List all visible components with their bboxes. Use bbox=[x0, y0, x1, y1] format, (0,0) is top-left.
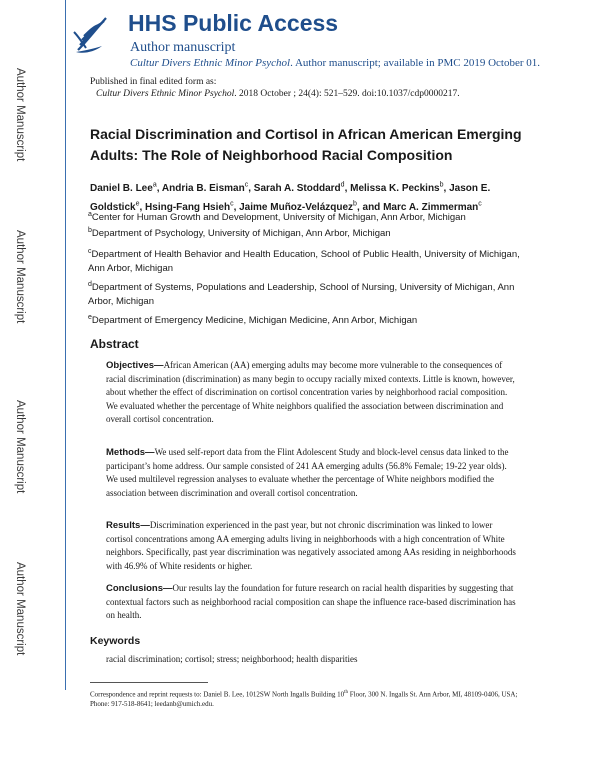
sidebar-rule bbox=[65, 0, 66, 690]
affiliation: $^a$Center for Human Growth and Development, University of Michigan, Ann Arbor, Michigan bbox=[88, 211, 466, 224]
sidebar-label: Author Manuscript bbox=[14, 68, 26, 162]
keywords-heading: Keywords bbox=[90, 635, 141, 647]
author-name: Melissa K. Peckins$^b$, bbox=[350, 182, 450, 195]
footnote-divider bbox=[90, 682, 208, 683]
abstract-objectives: Objectives—African American (AA) emerging adults may become more vulnerable to the consequences of racial discrimination (discrimination) as many begin to occupy racially mixed contexts. Little is known, however, about whether the effect of discrimination on cortisol concentration varies by neighborhood racial composition. We evaluated whether the percentage of White neighbors qualified the association between discrimination and overall cortisol concentration. bbox=[106, 360, 515, 424]
abstract-methods: Methods—We used self-report data from the Flint Adolescent Study and block-level census data linked to the participant’s home address. Our sample consisted of 241 AA emerging adults (56.8% Female; 19-22 year olds). We used multilevel regression analyses to evaluate whether the percentage of White neighbors modified the association between discrimination and overall cortisol concentration. bbox=[106, 447, 509, 498]
abstract-conclusions: Conclusions—Our results lay the foundation for future research on racial health disparities by suggesting that contextual factors such as neighborhood racial composition can shape the influence race-based discrimination has on health. bbox=[106, 583, 516, 620]
author-name: Hsing-Fang Hsieh$^c$, bbox=[145, 200, 240, 213]
abstract-results: Results—Discrimination experienced in the past year, but not chronic discrimination was linked to lower cortisol concentrations among AA emerging adults living in neighborhoods with a high concentration of White neighbors. Specifically, past year discrimination was negatively associated among AAs residing in neighborhoods with 46.9% of White residents or higher. bbox=[106, 520, 516, 571]
journal-availability: Cultur Divers Ethnic Minor Psychol. Author manuscript; available in PMC 2019 October 01. bbox=[130, 57, 540, 69]
author-manuscript-label: Author manuscript bbox=[130, 40, 236, 55]
sidebar-label: Author Manuscript bbox=[14, 230, 26, 324]
author-manuscript-sidebar bbox=[0, 0, 66, 690]
author-name: Jaime Muñoz-Velázquez$^b$, and bbox=[239, 200, 384, 213]
author-name: Jason E. Goldstick$^e$, bbox=[90, 183, 491, 213]
article-title: Racial Discrimination and Cortisol in African American Emerging Adults: The Role of Neighborhood Racial Composition bbox=[90, 126, 522, 163]
abstract-heading: Abstract bbox=[90, 337, 139, 351]
citation: Cultur Divers Ethnic Minor Psychol. 2018 October ; 24(4): 521–529. doi:10.1037/cdp0000217. bbox=[96, 89, 460, 99]
hhs-eagle-logo-icon bbox=[72, 12, 112, 56]
affiliation: $^e$Department of Emergency Medicine, Michigan Medicine, Ann Arbor, Michigan bbox=[88, 314, 418, 327]
author-name: Daniel B. Lee$^a$, bbox=[90, 182, 162, 195]
affiliation: $^d$Department of Systems, Populations and Leadership, School of Nursing, University of Michigan, Ann Arbor, Michigan bbox=[88, 281, 515, 308]
author-name: Sarah A. Stoddard$^d$, bbox=[253, 182, 351, 195]
affiliation: $^c$Department of Health Behavior and Health Education, School of Public Health, University of Michigan, Ann Arbor, Michigan bbox=[88, 248, 520, 275]
affiliation: $^b$Department of Psychology, University of Michigan, Ann Arbor, Michigan bbox=[88, 227, 391, 240]
sidebar-label: Author Manuscript bbox=[14, 562, 26, 656]
sidebar-label: Author Manuscript bbox=[14, 400, 26, 494]
published-label: Published in final edited form as: bbox=[90, 77, 217, 87]
keywords-list: racial discrimination; cortisol; stress; neighborhood; health disparities bbox=[106, 654, 358, 664]
correspondence-footnote: Correspondence and reprint requests to: Daniel B. Lee, 1012SW North Ingalls Building 10th Floor, 300 N. Ingalls St. Ann Arbor, MI, 48109-0406, USA; Phone: 917-518-8641; leedanb@umich.edu. bbox=[90, 690, 518, 709]
author-name: Andria B. Eisman$^c$, bbox=[161, 182, 254, 195]
hhs-title: HHS Public Access bbox=[128, 10, 339, 36]
author-name: Marc A. Zimmerman$^c$ bbox=[383, 200, 482, 213]
